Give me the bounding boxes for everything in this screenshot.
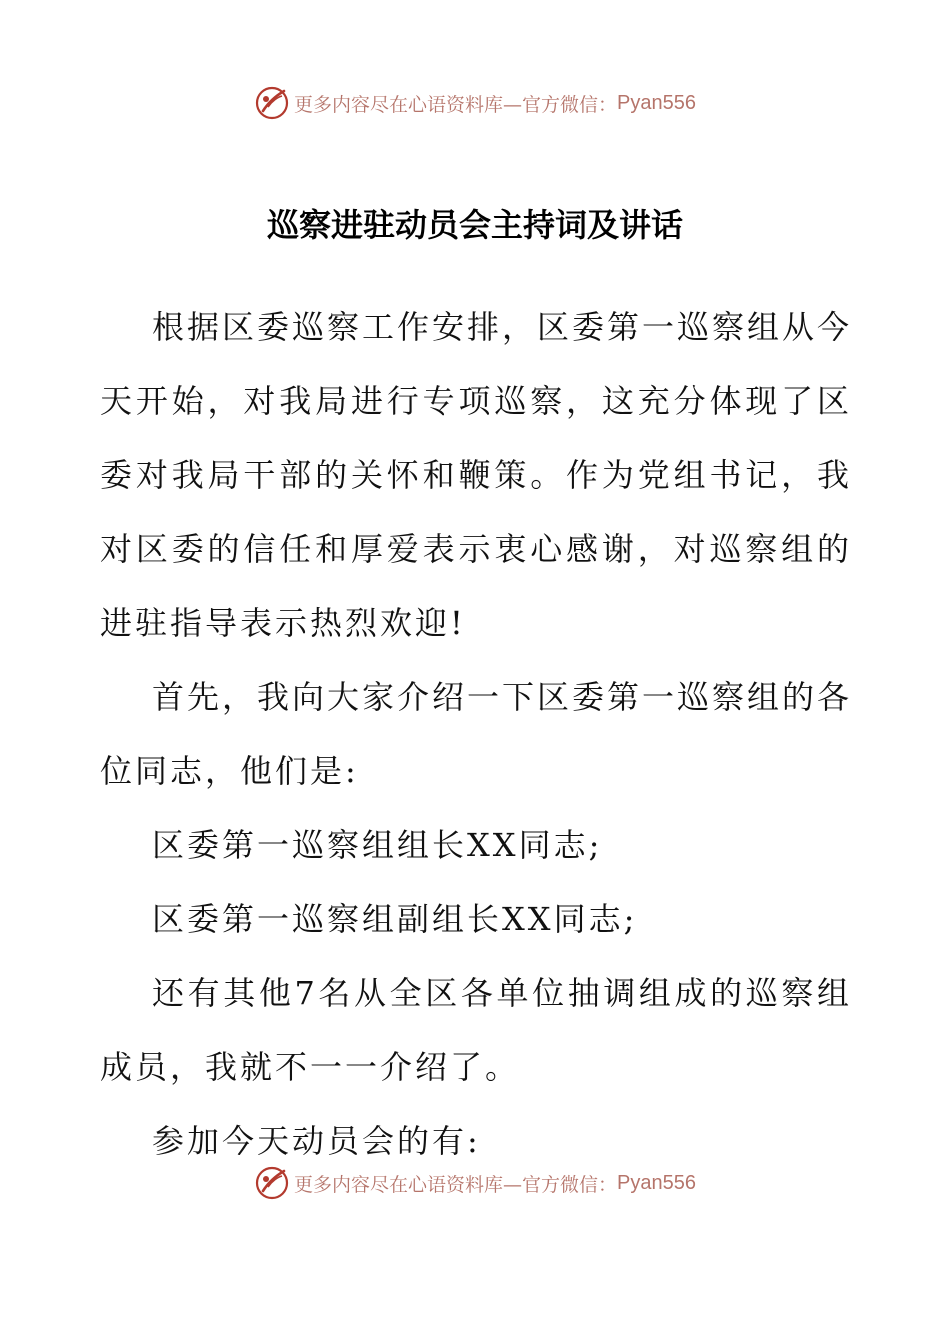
document-body <box>100 290 852 1178</box>
document-title: 巡察进驻动员会主持词及讲话 <box>266 206 683 244</box>
watermark-account: Pyan556 <box>617 1171 696 1194</box>
paragraph: 根据区委巡察工作安排，区委第一巡察组从今天开始，对我局进行专项巡察，这充分体现了区委对我局干部的关怀和鞭策。作为党组书记，我对区委的信任和厚爱表示衷心感谢，对巡察组的进驻指导表示热烈欢迎! <box>100 308 853 642</box>
quill-seal-icon <box>254 85 290 121</box>
paragraph: 还有其他7名从全区各单位抽调组成的巡察组成员，我就不一一介绍了。 <box>100 974 852 1086</box>
paragraph: 参加今天动员会的有: <box>152 1122 481 1160</box>
paragraph: 区委第一巡察组组长XX同志; <box>152 826 603 864</box>
watermark-text: 更多内容尽在心语资料库—官方微信： <box>294 93 618 116</box>
watermark-banner-bottom <box>0 1161 950 1205</box>
watermark-banner-top <box>0 81 950 125</box>
paragraph: 首先，我向大家介绍一下区委第一巡察组的各位同志，他们是: <box>100 678 853 790</box>
watermark-account: Pyan556 <box>617 91 696 114</box>
watermark-text: 更多内容尽在心语资料库—官方微信： <box>294 1173 618 1196</box>
paragraph: 区委第一巡察组副组长XX同志; <box>152 900 638 938</box>
quill-seal-icon <box>254 1165 290 1201</box>
